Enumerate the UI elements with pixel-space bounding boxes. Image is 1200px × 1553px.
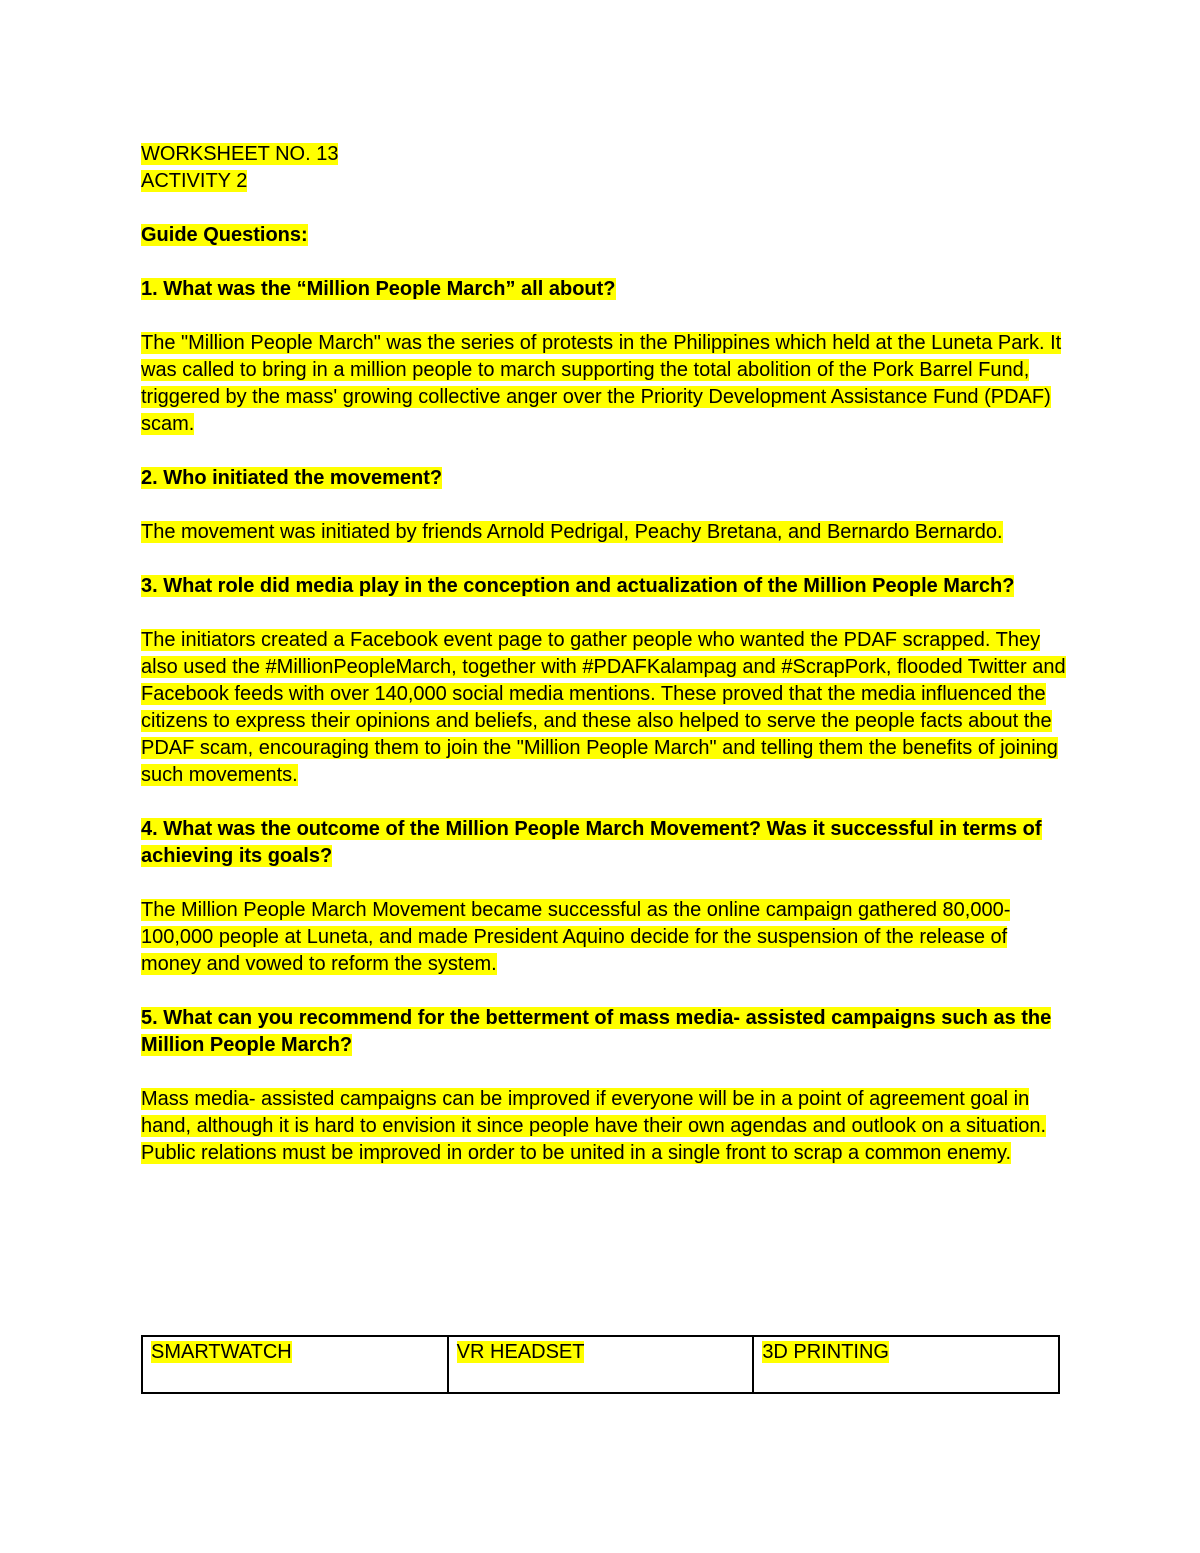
table-cell: 3D PRINTING (753, 1336, 1059, 1393)
question-block (141, 573, 1066, 816)
activity-title: ACTIVITY 2 (141, 170, 248, 192)
guide-questions-label: Guide Questions: (141, 224, 308, 246)
question-text: 3. What role did media play in the conception and actualization of the Million People March? (141, 575, 1015, 597)
question-text: 5. What can you recommend for the betterment of mass media- assisted campaigns such as the Million People March? (141, 1007, 1052, 1056)
question-text: 4. What was the outcome of the Million People March Movement? Was it successful in terms of achieving its goals? (141, 818, 1042, 867)
answer-text: The "Million People March" was the series of protests in the Philippines which held at the Luneta Park. It was called to bring in a million people to march supporting the total abolition of the Pork Barrel Fund, triggered by the mass' growing collective anger over the Priority Development Assistance Fund (PDAF) scam. (141, 332, 1062, 435)
answer-text: The Million People March Movement became successful as the online campaign gathered 80,000- 100,000 people at Luneta, and made President Aquino decide for the suspension of the release of money and vowed to reform the system. (141, 899, 1011, 975)
question-text: 1. What was the “Million People March” all about? (141, 278, 616, 300)
question-block (141, 276, 1066, 465)
table-cell: SMARTWATCH (142, 1336, 448, 1393)
answer-text: The initiators created a Facebook event page to gather people who wanted the PDAF scrapped. They also used the #MillionPeopleMarch, together with #PDAFKalampag and #ScrapPork, flooded Twitter and Facebook feeds with over 140,000 social media mentions. These proved that the media influenced the citizens to express their opinions and beliefs, and these also helped to serve the people facts about the PDAF scam, encouraging them to join the "Million People March" and telling them the benefits of joining such movements. (141, 629, 1066, 786)
worksheet-content (141, 141, 1066, 1167)
question-block (141, 1005, 1066, 1167)
table-cell: VR HEADSET (448, 1336, 754, 1393)
table-row (142, 1336, 1059, 1393)
question-block (141, 816, 1066, 1005)
question-text: 2. Who initiated the movement? (141, 467, 443, 489)
worksheet-title: WORKSHEET NO. 13 (141, 143, 339, 165)
answer-text: The movement was initiated by friends Arnold Pedrigal, Peachy Bretana, and Bernardo Bernardo. (141, 521, 1003, 543)
question-block (141, 465, 1066, 573)
technology-table (141, 1335, 1060, 1394)
answer-text: Mass media- assisted campaigns can be improved if everyone will be in a point of agreement goal in hand, although it is hard to envision it since people have their own agendas and outlook on a situation. Public relations must be improved in order to be united in a single front to scrap a common enemy. (141, 1088, 1047, 1164)
